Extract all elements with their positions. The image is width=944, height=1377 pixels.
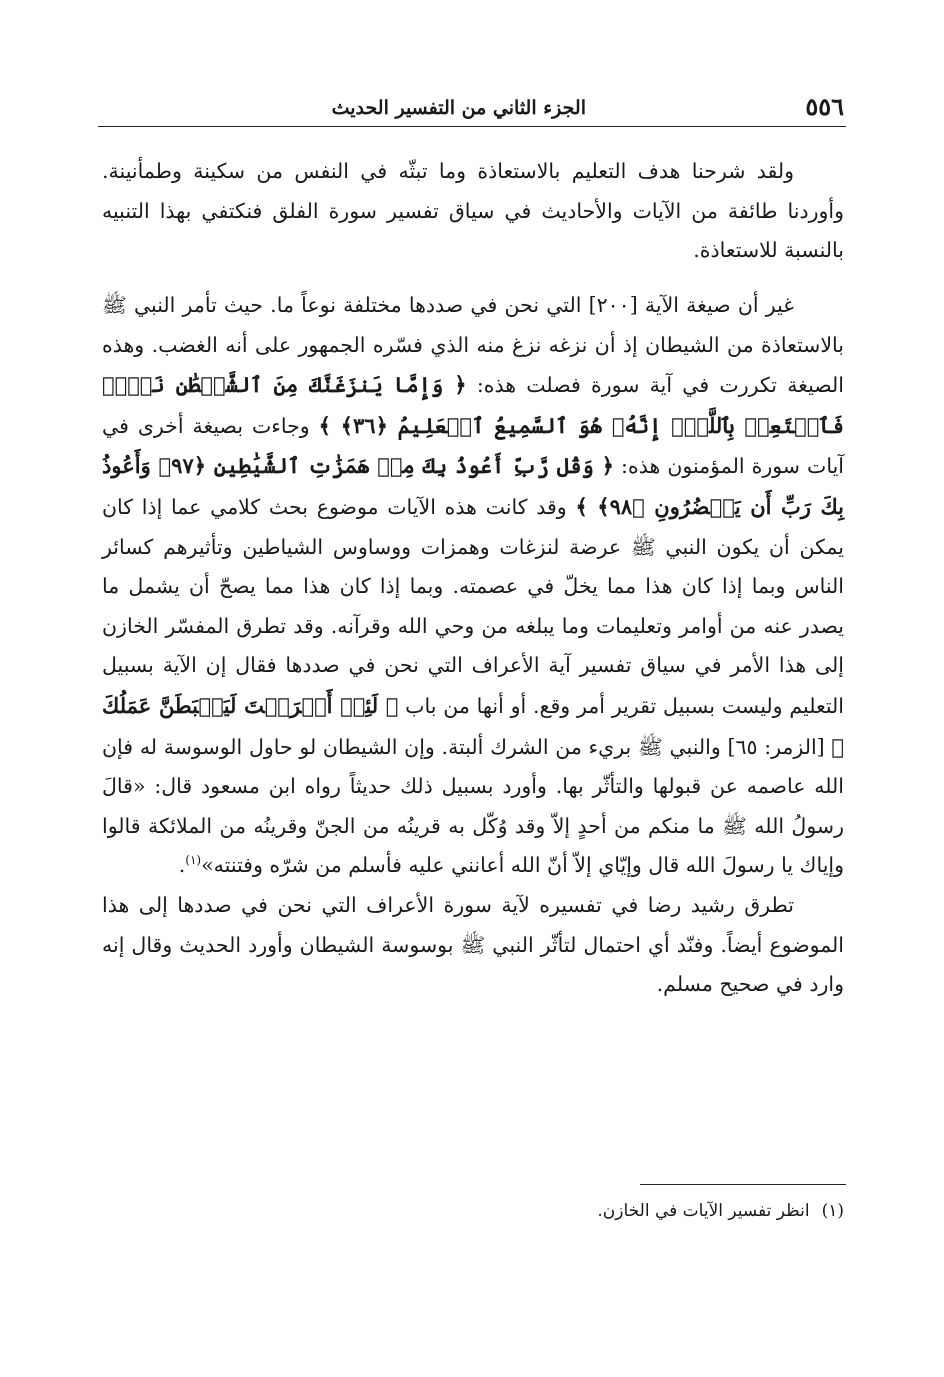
page-number: ٥٥٦ xyxy=(805,92,844,121)
page-header xyxy=(102,92,844,126)
quran-verse-muminun: ﴿ وَقُل رَّبِّ أَعُوذُ بِكَ مِنۡ هَمَزَٰتِ ٱلشَّيَٰطِينِ ﴿٩٧﴾ وَأَعُوذُ بِكَ رَبِّ أَن يَحۡضُرُونِ ﴿٩٨﴾ ﴾ xyxy=(102,453,844,519)
quran-verse-zumar: ﴿ لَئِنۡ أَشۡرَكۡتَ لَيَحۡبَطَنَّ عَمَلُكَ ﴾ xyxy=(102,692,844,759)
footnote-divider xyxy=(640,1184,846,1185)
footnote-marker: (١) xyxy=(821,1201,844,1221)
quran-verse-fussilat: ﴿ وَإِمَّا يَنزَغَنَّكَ مِنَ ٱلشَّيۡطَٰنِ نَزۡغٞ فَٱسۡتَعِذۡ بِٱللَّهِۖ إِنَّهُۥ هُوَ ٱلسَّمِيعُ ٱلۡعَلِيمُ ﴿٣٦﴾ ﴾ xyxy=(102,372,844,438)
paragraph-2-closing: . xyxy=(178,853,186,878)
main-text xyxy=(102,152,844,1005)
paragraph-2 xyxy=(102,286,844,886)
paragraph-1: ولقد شرحنا هدف التعليم بالاستعاذة وما تبثّه في النفس من سكينة وطمأنينة. وأوردنا طائفة من الآيات والأحاديث في سياق تفسير سورة الفلق فنكتفي بهذا التنبيه بالنسبة للاستعاذة. xyxy=(102,159,844,263)
footnote xyxy=(102,1196,844,1226)
header-divider xyxy=(98,126,846,127)
paragraph-2-end: [الزمر: ٦٥] والنبي ﷺ بريء من الشرك ألبتة. وإن الشيطان لو حاول الوسوسة له فإن الله عاصمه عن قبولها والتأثّر بها. وأورد بسبيل ذلك حديثاً رواه ابن مسعود قال: «قالَ رسولُ الله ﷺ ما منكم من أحدٍ إلاّ وقد وُكّل به قرينُه من الجنّ وقرينُه من الملائكة قالوا وإياك يا رسولَ الله قال وإيّاي إلاّ أنّ الله أعانني عليه فأسلم من شرّه وفتنته» xyxy=(102,734,844,878)
paragraph-2-middle: وجاءت بصيغة أخرى في آيات سورة المؤمنون هذه: xyxy=(102,413,844,479)
paragraph-2-intro: غير أن صيغة الآية [٢٠٠] التي نحن في صددها مختلفة نوعاً ما. حيث تأمر النبي ﷺ بالاستعاذة من الشيطان إذ أن نزغه نزغ منه الذي فسّره الجمهور على أنه الغضب. وهذه الصيغة تكررت في آية سورة فصلت هذه: xyxy=(102,293,844,398)
footnote-text: انظر تفسير الآيات في الخازن. xyxy=(597,1201,810,1221)
running-title: الجزء الثاني من التفسير الحديث xyxy=(331,97,586,119)
paragraph-2-body: وقد كانت هذه الآيات موضوع بحث كلامي عما إذا كان يمكن أن يكون النبي ﷺ عرضة لنزغات وهمزات ووساوس الشياطين وتأثيرهم كسائر الناس وبما إذا كان هذا مما يخلّ في عصمته. وبما إذا كان هذا مما يصحّ أن يشمل ما يصدر عنه من أوامر وتعليمات وما يبلغه من وحي الله وقرآنه. وقد تطرق المفسّر الخازن إلى هذا الأمر في سياق تفسير آية الأعراف التي نحن في صددها فقال إن الآية بسبيل التعليم وليست بسبيل تقرير أمر وقع. أو أنها من باب xyxy=(102,494,844,718)
footnote-reference: (١) xyxy=(185,853,202,868)
paragraph-3: تطرق رشيد رضا في تفسيره لآية سورة الأعراف التي نحن في صددها إلى هذا الموضوع أيضاً. وفنّد أي احتمال لتأثّر النبي ﷺ بوسوسة الشيطان وأورد الحديث وقال إنه وارد في صحيح مسلم. xyxy=(102,892,844,997)
